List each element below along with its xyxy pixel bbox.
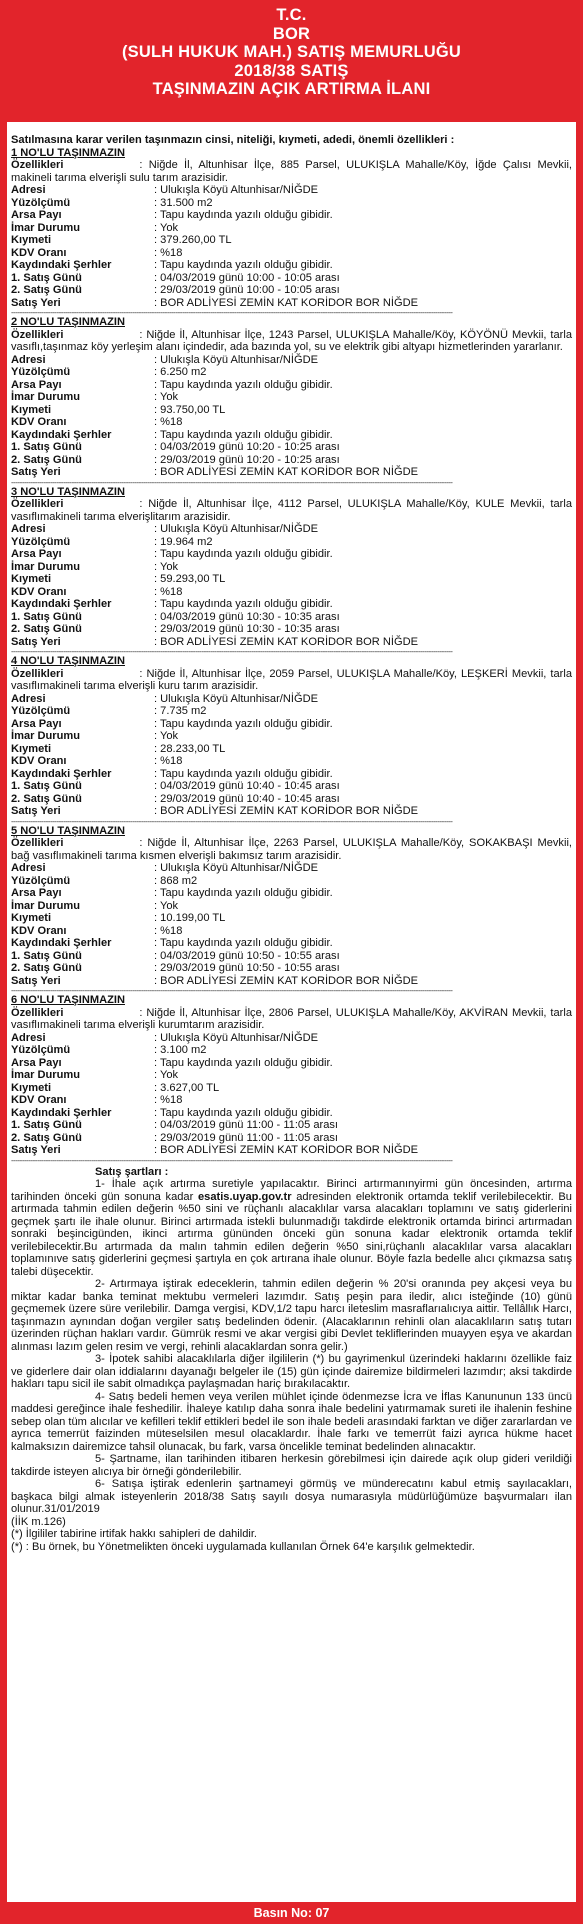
field-value: : Niğde İl, Altunhisar İlçe, 885 Parsel, ULUKIŞLA Mahalle/Köy, İğde Çalısı Mevkii, makineli tarıma elverişli sulu tarım arazisidir. (11, 159, 572, 184)
field-value: : 3.100 m2 (154, 1044, 207, 1056)
field-value: : 29/03/2019 günü 11:00 - 11:05 arası (154, 1131, 339, 1144)
field-value: : Tapu kaydında yazılı olduğu gibidir. (154, 378, 333, 391)
field-label: 1. Satış Günü (11, 949, 82, 962)
field-label: Yüzölçümü (11, 1044, 71, 1056)
field-value: : 19.964 m2 (154, 535, 213, 548)
field-value: : %18 (154, 246, 183, 259)
lot-field-row (11, 586, 572, 599)
field-label: Yüzölçümü (11, 705, 71, 717)
press-number: Basın No: 07 (0, 1902, 583, 1924)
intro-text: Satılmasına karar verilen taşınmazın cinsi, niteliği, kıymeti, adedi, önemli özellikleri : (11, 134, 455, 146)
field-value: : 29/03/2019 günü 10:40 - 10:45 arası (154, 792, 340, 805)
field-label: KDV Oranı (11, 585, 67, 598)
lot-field-row (11, 1119, 572, 1132)
field-value: : Tapu kaydında yazılı olduğu gibidir. (154, 598, 333, 610)
field-label: İmar Durumu (11, 1069, 81, 1081)
lot-field-row (11, 429, 572, 442)
terms-paragraph-3: 3- İpotek sahibi alacaklılarla diğer ilgililerin (*) bu gayrimenkul üzerindeki haklarını özellikle faiz ve giderlere dair olan iddialarını dayanağı belgeler ile (15) gün içinde dairemize bildirmeleri lazımdır; aksi takdirde hakları tapu sicil ile sabit olmadıkça paylaşmadan hariç bırakılacaktır. (11, 1353, 572, 1390)
lot-field-row (11, 1144, 572, 1157)
lot-field-row (11, 730, 572, 743)
field-label: KDV Oranı (11, 246, 67, 259)
field-value: : %18 (154, 924, 183, 937)
lot-field-row (11, 561, 572, 574)
terms-paragraph-1 (11, 1178, 572, 1278)
field-label: Satış Yeri (11, 974, 61, 987)
field-label: Arsa Payı (11, 1056, 62, 1069)
lot-field-row (11, 416, 572, 429)
terms-p1-before: 1- İhale açık artırma suretiyle yapılacaktır. Birinci artırmanınyirmi gün öncesinden, artırma tarihinden önceki gün sonuna kadar (11, 1178, 572, 1203)
field-value: : Yok (154, 899, 179, 912)
field-value: : BOR ADLİYESİ ZEMİN KAT KORİDOR BOR NİĞDE (154, 635, 419, 648)
lot-field-row (11, 523, 572, 536)
lot-block (11, 655, 572, 825)
field-label: Arsa Payı (11, 548, 62, 560)
field-value: : Niğde İl, Altunhisar İlçe, 4112 Parsel, ULUKIŞLA Mahalle/Köy, KULE Mevkii, tarla vasıflımakineli tarıma elverişlitarım arazisidir. (11, 498, 572, 523)
terms-p1-after: adresinden elektronik ortamda teklif verilebilecektir. Bu artırmada tahmin edilen değerin %50 sini ve rüçhanlı alacaklılar varsa alacakları toplamını ve satış giderlerini geçmek şartı ile ihale olunur. Birinci artırmada istekli bulunmadığı takdirde elektronik ortamda birinci artırmadan sonraki beşincigünden, ikinci artırma gününden önceki gün sonuna kadar elektronik ortamda teklif verilebilecektir.Bu artırmada da malın tahmin edilen değerin %50 sini,rüçhanlı alacaklılar varsa alacakları toplamınıve satış giderlerini geçmesi şartıyla en çok artırana ihale olunur. Böyle fazla bedelle alıcı çıkmazsa satış talebi düşecektir. (11, 1190, 572, 1278)
lot-field-row (11, 391, 572, 404)
header-line-bor: BOR (272, 24, 311, 43)
lot-block (11, 825, 572, 995)
field-value: : 04/03/2019 günü 10:20 - 10:25 arası (154, 441, 340, 453)
field-value: : 04/03/2019 günü 10:30 - 10:35 arası (154, 610, 340, 623)
field-label: KDV Oranı (11, 1094, 67, 1106)
field-label: KDV Oranı (11, 755, 67, 767)
field-label: Adresi (11, 862, 46, 874)
field-value: : %18 (154, 585, 183, 598)
lot-field-row (11, 718, 572, 731)
field-value: : Yok (154, 1069, 179, 1081)
lot-field-row (11, 1107, 572, 1120)
field-value: : 29/03/2019 günü 10:30 - 10:35 arası (154, 623, 340, 635)
field-label: Kaydındaki Şerhler (11, 767, 112, 780)
lot-field-row (11, 693, 572, 706)
lot-field-row (11, 284, 572, 297)
field-value: : 29/03/2019 günü 10:20 - 10:25 arası (154, 453, 340, 466)
field-value: : 04/03/2019 günü 10:40 - 10:45 arası (154, 780, 340, 792)
lot-field-row (11, 975, 572, 988)
lot-field-row (11, 950, 572, 963)
lot-field-row (11, 768, 572, 781)
field-label: Satış Yeri (11, 635, 61, 648)
field-value: : %18 (154, 1094, 183, 1106)
field-value: : Ulukışla Köyü Altunhisar/NİĞDE (154, 1031, 319, 1044)
lot-field-row (11, 366, 572, 379)
field-value: : %18 (154, 416, 183, 428)
field-value: : BOR ADLİYESİ ZEMİN KAT KORİDOR BOR NİĞDE (154, 466, 419, 478)
lot-block (11, 147, 572, 317)
field-value: : 379.260,00 TL (154, 234, 232, 246)
lot-field-row (11, 197, 572, 210)
field-label: Kaydındaki Şerhler (11, 598, 112, 610)
field-label: Kaydındaki Şerhler (11, 1106, 112, 1119)
lots-container (11, 147, 572, 1164)
field-value: : BOR ADLİYESİ ZEMİN KAT KORİDOR BOR NİĞDE (154, 805, 419, 817)
field-value: : Niğde İl, Altunhisar İlçe, 1243 Parsel, ULUKIŞLA Mahalle/Köy, KÖYÖNÜ Mevkii, tarla vasıflı,taşınmaz köy yerleşim alanı içindedir, ada bazında yol, su ve elektrik gibi altyapı hizmetlerinden yararlanır. (11, 328, 572, 353)
field-label: Kaydındaki Şerhler (11, 937, 112, 949)
field-value: : BOR ADLİYESİ ZEMİN KAT KORİDOR BOR NİĞDE (154, 296, 419, 309)
field-value: : 29/03/2019 günü 10:00 - 10:05 arası (154, 284, 340, 296)
field-label: Kıymeti (11, 403, 52, 416)
field-label: Özellikleri (11, 1006, 64, 1019)
terms-paragraph-2: 2- Artırmaya iştirak edeceklerin, tahmin edilen değerin % 20'si oranında pey akçesi veya bu miktar kadar banka teminat mektubu vermeleri lazımdır. Satış peşin para iledir, alıcı isteğinde (10) günü geçmemek üzere süre verilebilir. Damga vergisi, KDV,1/2 tapu harcı ileteslim masraflarıalıcıya aittir. Tellâllık Harcı, taşınmazın aynından doğan vergiler satış bedelinden ödenir. (Alacaklarının rehinli olan alacaklıların satış tutarı üzerinden rüçhan hakları vardır. Gümrük resmi ve akar vergisi gibi Devlet tekliflerinden muayyen eşya ve akardan alınması lazım gelen resim ve vergi, rehinli alacaklardan sonra gelir.) (11, 1278, 572, 1353)
field-label: Yüzölçümü (11, 535, 71, 548)
lot-title: 1 NO'LU TAŞINMAZIN (11, 146, 125, 159)
field-label: 1. Satış Günü (11, 441, 82, 453)
field-label: Arsa Payı (11, 209, 62, 221)
field-label: Arsa Payı (11, 887, 62, 899)
field-value: : 3.627,00 TL (154, 1081, 220, 1094)
terms-reference: (İİK m.126) (11, 1515, 66, 1528)
lot-field-row (11, 1132, 572, 1145)
field-value: : Ulukışla Köyü Altunhisar/NİĞDE (154, 184, 319, 196)
field-label: Satış Yeri (11, 805, 61, 817)
field-label: 1. Satış Günü (11, 610, 82, 623)
dashed-separator: ------------------------------------------------------------------------------------------------------------------------------------------------------------------------------------------------------------ (11, 817, 453, 825)
field-value: : Tapu kaydında yazılı olduğu gibidir. (154, 717, 333, 730)
field-value: : Tapu kaydında yazılı olduğu gibidir. (154, 887, 333, 899)
field-value: : Tapu kaydında yazılı olduğu gibidir. (154, 1106, 333, 1119)
lot-field-row (11, 780, 572, 793)
field-value: : Ulukışla Köyü Altunhisar/NİĞDE (154, 862, 319, 874)
lot-description (11, 837, 572, 862)
field-label: 1. Satış Günü (11, 1119, 82, 1131)
lot-field-row (11, 636, 572, 649)
field-label: 1. Satış Günü (11, 780, 82, 792)
lot-field-row (11, 247, 572, 260)
field-value: : Tapu kaydında yazılı olduğu gibidir. (154, 428, 333, 441)
field-label: Adresi (11, 184, 46, 196)
lot-field-row (11, 454, 572, 467)
lot-field-row (11, 1069, 572, 1082)
field-label: Kaydındaki Şerhler (11, 259, 112, 271)
field-value: : Niğde İl, Altunhisar İlçe, 2806 Parsel, ULUKIŞLA Mahalle/Köy, AKVİRAN Mevkii, tarla vasıflımakineli tarıma elverişli kurumtarım arazisidir. (11, 1006, 572, 1031)
lot-field-row (11, 1044, 572, 1057)
field-value: : Tapu kaydında yazılı olduğu gibidir. (154, 1056, 333, 1069)
lot-field-row (11, 259, 572, 272)
field-value: : Tapu kaydında yazılı olduğu gibidir. (154, 209, 333, 221)
notice-body (11, 134, 572, 1553)
field-label: Özellikleri (11, 328, 64, 341)
field-value: : 6.250 m2 (154, 366, 207, 378)
lot-field-row (11, 793, 572, 806)
header-line-tc: T.C. (276, 6, 307, 24)
lot-field-row (11, 705, 572, 718)
terms-paragraph-6: 6- Satışa iştirak edenlerin şartnameyi görmüş ve münderecatını kabul etmiş sayılacakları, başkaca bilgi almak isteyenlerin 2018/38 Satış sayılı dosya numarasıyla müdürlüğümüze başvurmaları ilan olunur.31/01/2019 (11, 1478, 572, 1515)
field-value: : Yok (154, 560, 179, 573)
lot-field-row (11, 379, 572, 392)
header-line-title: TAŞINMAZIN AÇIK ARTIRMA İLANI (152, 80, 431, 98)
lot-field-row (11, 937, 572, 950)
field-label: İmar Durumu (11, 391, 81, 403)
header-line-office: (SULH HUKUK MAH.) SATIŞ MEMURLUĞU (121, 43, 462, 61)
lot-field-row (11, 536, 572, 549)
field-value: : Niğde İl, Altunhisar İlçe, 2263 Parsel, ULUKIŞLA Mahalle/Köy, SOKAKBAŞI Mevkii, bağ vasıflımakineli tarıma kısmen elverişli bakımsız tarım arazisidir. (11, 837, 572, 862)
field-label: Yüzölçümü (11, 196, 71, 209)
field-value: : 7.735 m2 (154, 705, 207, 717)
lot-field-row (11, 900, 572, 913)
lot-field-row (11, 912, 572, 925)
esatis-link[interactable]: esatis.uyap.gov.tr (198, 1190, 292, 1203)
field-value: : 93.750,00 TL (154, 403, 226, 416)
field-label: İmar Durumu (11, 730, 81, 742)
lot-field-row (11, 209, 572, 222)
lot-field-row (11, 1094, 572, 1107)
sale-terms (11, 1166, 572, 1554)
field-value: : 29/03/2019 günü 10:50 - 10:55 arası (154, 962, 340, 974)
field-value: : %18 (154, 755, 183, 767)
field-label: Özellikleri (11, 837, 64, 849)
dashed-separator: ------------------------------------------------------------------------------------------------------------------------------------------------------------------------------------------------------------ (11, 478, 453, 486)
terms-paragraph-4: 4- Satış bedeli hemen veya verilen mühlet içinde ödenmezse İcra ve İflas Kanununun 133 üncü maddesi gereğince ihale feshedilir. İhaleye katılıp daha sonra ihale bedelini yatırmamak sureti ile ihalenin feshine sebep olan tüm alıcılar ve kefilleri teklif ettikleri bedel ile son ihale bedeli arasındaki farktan ve diğer zararlardan ve ayrıca temerrüt faizinden müteselsilen mesul olacaklardır. İhale farkı ve temerrüt faizi ayrıca hükme hacet kalmaksızın dairemizce tahsil olunacak, bu fark, varsa öncelikle teminat bedelinden alınacaktır. (11, 1390, 572, 1453)
field-label: Satış Yeri (11, 1144, 61, 1156)
field-value: : Tapu kaydında yazılı olduğu gibidir. (154, 259, 333, 271)
field-label: Satış Yeri (11, 466, 61, 478)
field-label: Kıymeti (11, 1081, 52, 1094)
lot-title: 3 NO'LU TAŞINMAZIN (11, 485, 125, 498)
field-label: Kaydındaki Şerhler (11, 428, 112, 441)
field-label: 2. Satış Günü (11, 1131, 82, 1144)
field-label: Yüzölçümü (11, 366, 71, 378)
field-value: : BOR ADLİYESİ ZEMİN KAT KORİDOR BOR NİĞDE (154, 1144, 419, 1156)
lot-field-row (11, 962, 572, 975)
dashed-separator: ------------------------------------------------------------------------------------------------------------------------------------------------------------------------------------------------------------ (11, 1156, 453, 1164)
field-label: Arsa Payı (11, 717, 62, 730)
field-label: KDV Oranı (11, 924, 67, 937)
lot-field-row (11, 1057, 572, 1070)
field-label: Kıymeti (11, 742, 52, 755)
lot-block (11, 994, 572, 1164)
lot-field-row (11, 184, 572, 197)
lot-field-row (11, 573, 572, 586)
header-line-file: 2018/38 SATIŞ (234, 61, 349, 80)
field-value: : 28.233,00 TL (154, 742, 226, 755)
lot-field-row (11, 441, 572, 454)
lot-field-row (11, 404, 572, 417)
field-label: Kıymeti (11, 573, 52, 585)
lot-field-row (11, 1082, 572, 1095)
lot-field-row (11, 755, 572, 768)
field-label: 2. Satış Günü (11, 962, 82, 974)
field-value: : Tapu kaydında yazılı olduğu gibidir. (154, 767, 333, 780)
notice-header (0, 0, 583, 122)
terms-note-1: (*) İlgililer tabirine irtifak hakkı sahipleri de dahildir. (11, 1528, 258, 1540)
field-label: Satış Yeri (11, 296, 61, 309)
lot-title: 5 NO'LU TAŞINMAZIN (11, 824, 125, 837)
lot-description (11, 498, 572, 523)
field-label: Özellikleri (11, 498, 64, 510)
field-label: Yüzölçümü (11, 874, 71, 887)
field-value: : 04/03/2019 günü 10:50 - 10:55 arası (154, 949, 340, 962)
field-value: : Ulukışla Köyü Altunhisar/NİĞDE (154, 523, 319, 535)
lot-field-row (11, 875, 572, 888)
lot-field-row (11, 297, 572, 310)
field-value: : Yok (154, 221, 179, 234)
lot-field-row (11, 1032, 572, 1045)
field-label: Adresi (11, 523, 46, 535)
lot-description (11, 159, 572, 184)
lot-title: 6 NO'LU TAŞINMAZIN (11, 994, 125, 1006)
lot-title: 2 NO'LU TAŞINMAZIN (11, 316, 125, 328)
field-value: : Yok (154, 391, 179, 403)
field-value: : Niğde İl, Altunhisar İlçe, 2059 Parsel, ULUKIŞLA Mahalle/Köy, LEŞKERİ Mevkii, tarla vasıflımakineli tarıma elverişli kuru tarım arazisidir. (11, 667, 572, 692)
field-label: Kıymeti (11, 234, 52, 246)
lot-field-row (11, 887, 572, 900)
field-label: KDV Oranı (11, 416, 67, 428)
field-value: : 04/03/2019 günü 11:00 - 11:05 arası (154, 1119, 339, 1131)
terms-paragraph-5: 5- Şartname, ilan tarihinden itibaren herkesin görebilmesi için dairede açık olup gideri verildiği takdirde isteyen alıcıya bir örneği gönderilebilir. (11, 1453, 572, 1478)
field-value: : Ulukışla Köyü Altunhisar/NİĞDE (154, 692, 319, 705)
lot-field-row (11, 234, 572, 247)
field-value: : Tapu kaydında yazılı olduğu gibidir. (154, 548, 333, 560)
field-value: : Yok (154, 730, 179, 742)
dashed-separator: ------------------------------------------------------------------------------------------------------------------------------------------------------------------------------------------------------------ (11, 648, 453, 655)
lot-description (11, 329, 572, 354)
field-label: İmar Durumu (11, 560, 81, 573)
field-label: İmar Durumu (11, 899, 81, 912)
field-value: : 31.500 m2 (154, 196, 213, 209)
lot-field-row (11, 222, 572, 235)
lot-field-row (11, 272, 572, 285)
field-label: Adresi (11, 692, 46, 705)
lot-field-row (11, 862, 572, 875)
field-value: : Tapu kaydında yazılı olduğu gibidir. (154, 937, 333, 949)
field-label: 2. Satış Günü (11, 284, 82, 296)
field-label: 2. Satış Günü (11, 623, 82, 635)
lot-field-row (11, 805, 572, 818)
field-value: : Ulukışla Köyü Altunhisar/NİĞDE (154, 353, 319, 366)
dashed-separator: ------------------------------------------------------------------------------------------------------------------------------------------------------------------------------------------------------------ (11, 987, 453, 994)
field-label: 1. Satış Günü (11, 271, 82, 284)
lot-field-row (11, 611, 572, 624)
terms-title: Satış şartları : (95, 1165, 169, 1178)
lot-description (11, 1007, 572, 1032)
lot-field-row (11, 925, 572, 938)
lot-description (11, 668, 572, 693)
field-label: 2. Satış Günü (11, 453, 82, 466)
field-label: Özellikleri (11, 667, 64, 680)
field-value: : BOR ADLİYESİ ZEMİN KAT KORİDOR BOR NİĞDE (154, 974, 419, 987)
field-label: İmar Durumu (11, 221, 81, 234)
lot-block (11, 316, 572, 486)
field-label: Adresi (11, 353, 46, 366)
dashed-separator: ------------------------------------------------------------------------------------------------------------------------------------------------------------------------------------------------------------ (11, 309, 453, 316)
lot-block (11, 486, 572, 656)
field-label: Arsa Payı (11, 378, 62, 391)
field-value: : 59.293,00 TL (154, 573, 226, 585)
field-value: : 868 m2 (154, 874, 198, 887)
lot-field-row (11, 548, 572, 561)
field-value: : 04/03/2019 günü 10:00 - 10:05 arası (154, 271, 340, 284)
lot-field-row (11, 598, 572, 611)
field-label: Özellikleri (11, 159, 64, 171)
terms-note-2: (*) : Bu örnek, bu Yönetmelikten önceki uygulamada kullanılan Örnek 64'e karşılık gelmektedir. (11, 1540, 475, 1553)
lot-field-row (11, 466, 572, 479)
lot-field-row (11, 623, 572, 636)
lot-field-row (11, 354, 572, 367)
field-label: 2. Satış Günü (11, 792, 82, 805)
field-value: : 10.199,00 TL (154, 912, 226, 924)
lot-title: 4 NO'LU TAŞINMAZIN (11, 655, 125, 667)
field-label: Adresi (11, 1031, 46, 1044)
field-label: Kıymeti (11, 912, 52, 924)
lot-field-row (11, 743, 572, 756)
